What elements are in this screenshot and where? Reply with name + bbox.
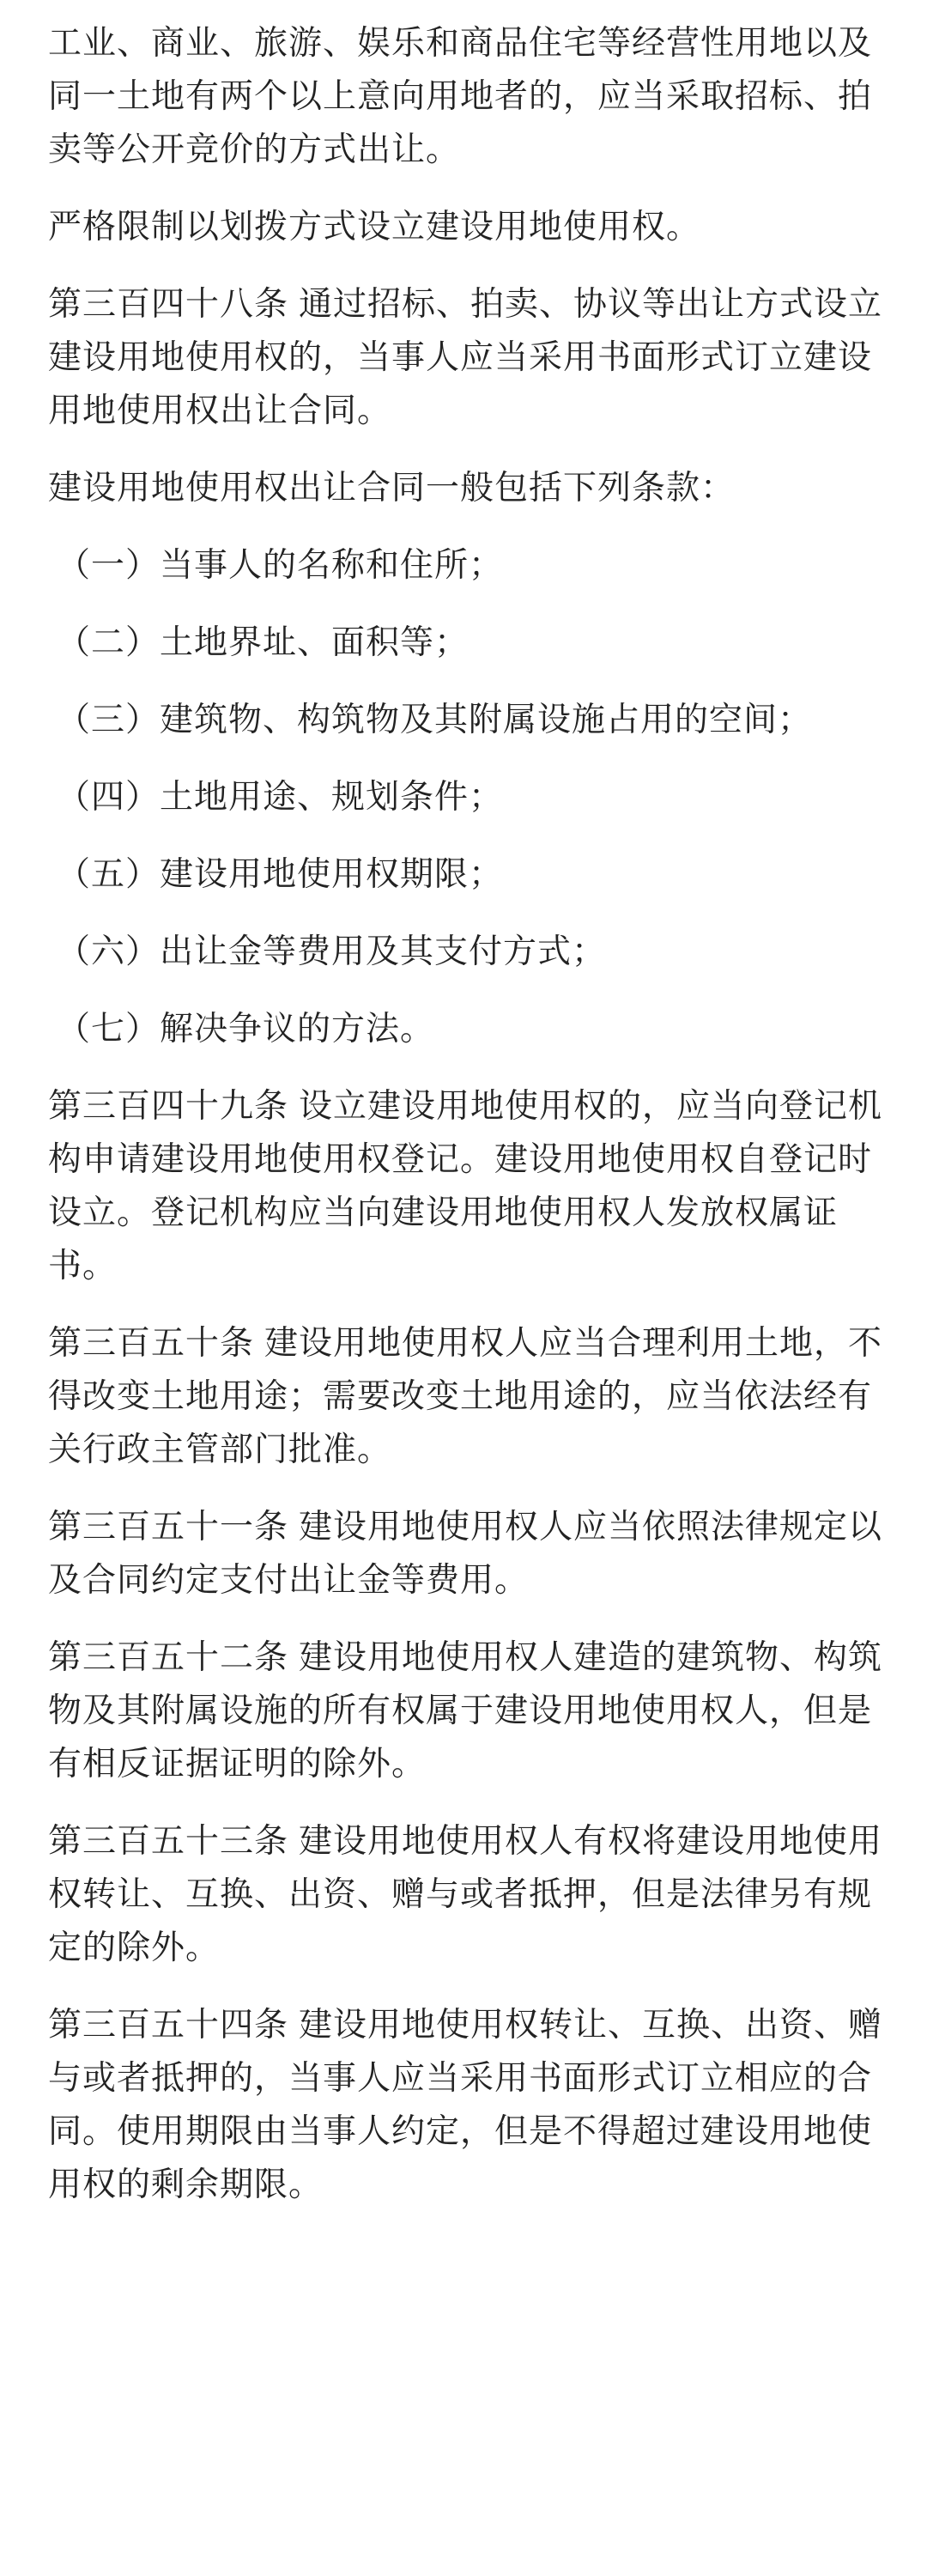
article-text: 建设用地使用权人有权将建设用地使用权转让、互换、出资、赠与或者抵押，但是法律另有规定的除外。 [48,1822,883,1967]
article-number: 第三百四十九条 [48,1087,289,1126]
article-348 [48,278,889,438]
clause-text: （五）建设用地使用权期限； [57,855,504,894]
paragraph-text: 严格限制以划拨方式设立建设用地使用权。 [48,208,701,246]
article-352 [48,1631,889,1791]
article-text: 设立建设用地使用权的，应当向登记机构申请建设用地使用权登记。建设用地使用权自登记时设立。登记机构应当向建设用地使用权人发放权属证书。 [48,1087,883,1285]
clause-item-1 [48,539,889,592]
article-number: 第三百五十三条 [48,1822,289,1861]
article-351 [48,1501,889,1607]
article-text: 建设用地使用权转让、互换、出资、赠与或者抵押的，当事人应当采用书面形式订立相应的合同。使用期限由当事人约定，但是不得超过建设用地使用权的剩余期限。 [48,2006,883,2204]
clause-item-4 [48,771,889,824]
clause-text: （六）出让金等费用及其支付方式； [57,933,607,971]
article-353 [48,1815,889,1975]
clause-item-6 [48,926,889,979]
paragraph-allocation-restriction [48,201,889,254]
clause-item-5 [48,848,889,902]
paragraph-commercial-land-bidding [48,17,889,177]
article-text: 通过招标、拍卖、协议等出让方式设立建设用地使用权的，当事人应当采用书面形式订立建设用地使用权出让合同。 [48,285,883,430]
clause-text: （四）土地用途、规划条件； [57,778,504,817]
article-number: 第三百四十八条 [48,285,289,324]
article-number: 第三百五十四条 [48,2006,289,2044]
clause-item-7 [48,1003,889,1056]
article-350 [48,1317,889,1477]
article-349 [48,1080,889,1293]
clause-text: （二）土地界址、面积等； [57,623,470,662]
paragraph-text: 建设用地使用权出让合同一般包括下列条款： [48,469,736,507]
article-text: 建设用地使用权人应当合理利用土地，不得改变土地用途；需要改变土地用途的，应当依法经有关行政主管部门批准。 [48,1324,883,1469]
clause-text: （三）建筑物、构筑物及其附属设施占用的空间； [57,701,813,739]
clause-item-2 [48,617,889,670]
article-text: 建设用地使用权人建造的建筑物、构筑物及其附属设施的所有权属于建设用地使用权人，但是有相反证据证明的除外。 [48,1638,883,1783]
article-text: 建设用地使用权人应当依照法律规定以及合同约定支付出让金等费用。 [48,1508,883,1600]
clause-item-3 [48,694,889,747]
paragraph-text: 工业、商业、旅游、娱乐和商品住宅等经营性用地以及同一土地有两个以上意向用地者的，应当采取招标、拍卖等公开竞价的方式出让。 [48,24,873,169]
paragraph-contract-clauses-intro [48,462,889,515]
clause-text: （一）当事人的名称和住所； [57,546,504,585]
article-number: 第三百五十一条 [48,1508,289,1546]
article-number: 第三百五十二条 [48,1638,289,1677]
article-number: 第三百五十条 [48,1324,255,1363]
article-354 [48,1999,889,2212]
clause-text: （七）解决争议的方法。 [57,1010,435,1048]
